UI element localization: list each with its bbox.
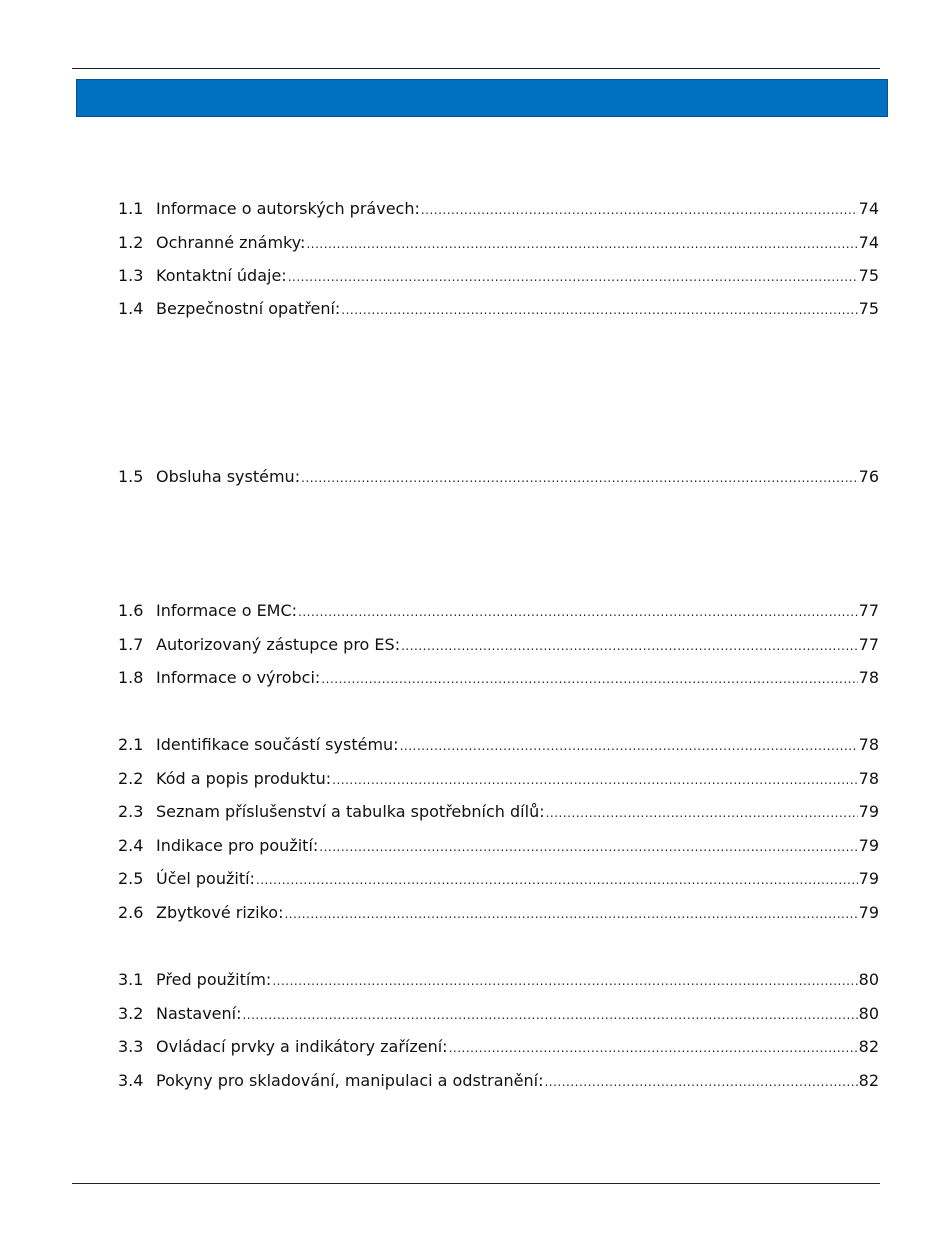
toc-number: 1.3 bbox=[118, 266, 144, 285]
toc-number: 2.3 bbox=[118, 802, 144, 821]
toc-entry[interactable] bbox=[118, 834, 879, 858]
toc-entry[interactable] bbox=[118, 800, 879, 824]
toc-leader-dots bbox=[319, 835, 857, 859]
toc-number: 1.2 bbox=[118, 233, 144, 252]
toc-page-number: 79 bbox=[858, 869, 879, 888]
toc-entry[interactable] bbox=[118, 867, 879, 891]
toc-number: 1.1 bbox=[118, 199, 144, 218]
toc-number: 2.1 bbox=[118, 735, 144, 754]
toc-entry[interactable] bbox=[118, 901, 879, 925]
toc-number: 2.5 bbox=[118, 869, 144, 888]
toc-page-number: 76 bbox=[858, 467, 879, 486]
toc-entry[interactable] bbox=[118, 767, 879, 791]
bottom-rule bbox=[72, 1183, 880, 1184]
toc-title: Seznam příslušenství a tabulka spotřebních dílů: bbox=[156, 802, 545, 821]
top-rule bbox=[72, 68, 880, 69]
toc-title: Obsluha systému: bbox=[156, 467, 301, 486]
toc-number: 1.7 bbox=[118, 635, 144, 654]
toc-leader-dots bbox=[544, 1070, 857, 1094]
toc-number: 2.2 bbox=[118, 769, 144, 788]
toc-page-number: 79 bbox=[858, 802, 879, 821]
toc-title: Ochranné známky: bbox=[156, 233, 306, 252]
toc-page-number: 75 bbox=[858, 299, 879, 318]
toc-leader-dots bbox=[341, 298, 857, 322]
toc-page-number: 78 bbox=[858, 769, 879, 788]
toc-leader-dots bbox=[256, 868, 858, 892]
toc-leader-dots bbox=[332, 768, 858, 792]
toc-entry[interactable] bbox=[118, 231, 879, 255]
toc-page-number: 82 bbox=[858, 1037, 879, 1056]
toc-leader-dots bbox=[321, 667, 857, 691]
toc-leader-dots bbox=[306, 232, 857, 256]
toc-leader-dots bbox=[401, 634, 858, 658]
toc-entry[interactable] bbox=[118, 968, 879, 992]
toc-page-number: 74 bbox=[858, 199, 879, 218]
toc-leader-dots bbox=[546, 801, 858, 825]
toc-entry[interactable] bbox=[118, 197, 879, 221]
toc-title: Autorizovaný zástupce pro ES: bbox=[156, 635, 401, 654]
toc-leader-dots bbox=[284, 902, 857, 926]
toc-number: 3.3 bbox=[118, 1037, 144, 1056]
toc-title: Pokyny pro skladování, manipulaci a odstranění: bbox=[156, 1071, 544, 1090]
toc-entry[interactable] bbox=[118, 297, 879, 321]
toc-number: 3.1 bbox=[118, 970, 144, 989]
toc-page-number: 82 bbox=[858, 1071, 879, 1090]
toc-entry[interactable] bbox=[118, 264, 879, 288]
toc-page-number: 77 bbox=[858, 601, 879, 620]
toc-page-number: 74 bbox=[858, 233, 879, 252]
toc-entry[interactable] bbox=[118, 633, 879, 657]
toc-page-number: 78 bbox=[858, 668, 879, 687]
toc-title: Ovládací prvky a indikátory zařízení: bbox=[156, 1037, 448, 1056]
toc-leader-dots bbox=[242, 1003, 857, 1027]
toc-title: Indikace pro použití: bbox=[156, 836, 319, 855]
toc-number: 1.6 bbox=[118, 601, 144, 620]
toc-title: Identifikace součástí systému: bbox=[156, 735, 399, 754]
toc-title: Nastavení: bbox=[156, 1004, 242, 1023]
toc-leader-dots bbox=[298, 600, 858, 624]
toc-leader-dots bbox=[272, 969, 857, 993]
toc-page-number: 77 bbox=[858, 635, 879, 654]
toc-entry[interactable] bbox=[118, 733, 879, 757]
toc-number: 1.5 bbox=[118, 467, 144, 486]
toc-leader-dots bbox=[288, 265, 858, 289]
toc-page-number: 79 bbox=[858, 836, 879, 855]
toc-number: 3.2 bbox=[118, 1004, 144, 1023]
toc-leader-dots bbox=[449, 1036, 858, 1060]
toc-page-number: 80 bbox=[858, 970, 879, 989]
toc-title: Kontaktní údaje: bbox=[156, 266, 287, 285]
toc-number: 2.4 bbox=[118, 836, 144, 855]
toc-number: 1.8 bbox=[118, 668, 144, 687]
toc-page-number: 78 bbox=[858, 735, 879, 754]
toc-leader-dots bbox=[301, 466, 858, 490]
toc-title: Účel použití: bbox=[156, 869, 255, 888]
toc-title: Informace o výrobci: bbox=[156, 668, 321, 687]
toc-leader-dots bbox=[421, 198, 858, 222]
toc-number: 2.6 bbox=[118, 903, 144, 922]
header-band bbox=[76, 79, 888, 117]
toc-entry[interactable] bbox=[118, 1002, 879, 1026]
toc-title: Zbytkové riziko: bbox=[156, 903, 284, 922]
toc-title: Před použitím: bbox=[156, 970, 272, 989]
toc-page-number: 75 bbox=[858, 266, 879, 285]
toc-title: Bezpečnostní opatření: bbox=[156, 299, 341, 318]
toc-number: 1.4 bbox=[118, 299, 144, 318]
toc-page-number: 80 bbox=[858, 1004, 879, 1023]
toc-entry[interactable] bbox=[118, 1035, 879, 1059]
toc-title: Kód a popis produktu: bbox=[156, 769, 332, 788]
toc-entry[interactable] bbox=[118, 1069, 879, 1093]
toc-entry[interactable] bbox=[118, 666, 879, 690]
toc-title: Informace o EMC: bbox=[156, 601, 298, 620]
toc-leader-dots bbox=[400, 734, 858, 758]
toc-title: Informace o autorských právech: bbox=[156, 199, 420, 218]
toc-entry[interactable] bbox=[118, 599, 879, 623]
toc-number: 3.4 bbox=[118, 1071, 144, 1090]
toc-page-number: 79 bbox=[858, 903, 879, 922]
toc-entry[interactable] bbox=[118, 465, 879, 489]
